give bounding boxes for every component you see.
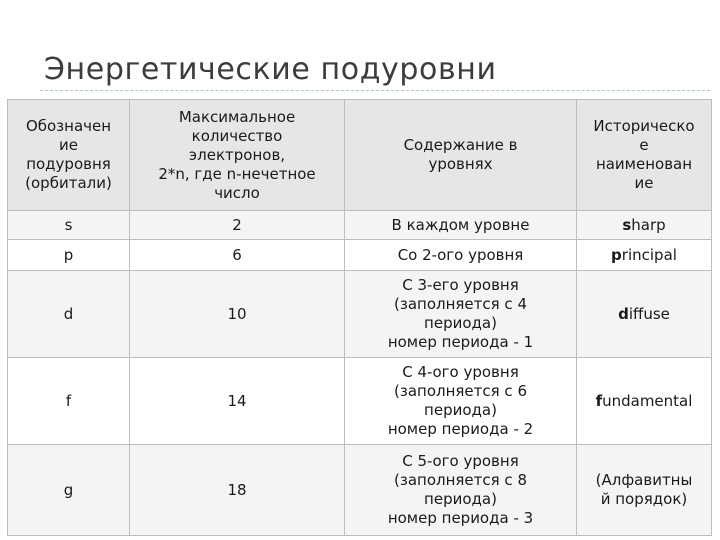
table-row [8,358,712,445]
sublevels-table [7,99,712,536]
name-initial: d [618,304,629,323]
cell-max-electrons: 2 [130,211,345,240]
name-rest: harp [631,215,666,234]
name-initial: f [595,391,603,410]
title-divider [40,90,710,91]
cell-symbol: s [8,211,130,240]
cell-max-electrons: 14 [130,358,345,445]
cell-symbol: g [8,445,130,536]
page-title: Энергетические подуровни [44,52,497,87]
header-levels-content: Содержание в уровнях [345,100,577,211]
cell-max-electrons: 18 [130,445,345,536]
cell-symbol: f [8,358,130,445]
cell-historical-name [577,271,712,358]
cell-max-electrons: 10 [130,271,345,358]
table-header-row [8,100,712,211]
name-rest: rincipal [621,245,677,264]
name-initial: s [622,215,632,234]
cell-content: С 5-ого уровня (заполняется с 8 периода) номер периода - 3 [345,445,577,536]
header-sublevel-designation: Обозначен ие подуровня (орбитали) [8,100,130,211]
name-rest: (Алфавитны й порядок) [595,471,693,508]
name-rest: iffuse [628,304,670,323]
table-row [8,271,712,358]
header-max-electrons: Максимальное количество электронов, 2*n, где n-нечетное число [130,100,345,211]
cell-historical-name [577,445,712,536]
name-rest: undamental [602,391,693,410]
cell-content: В каждом уровне [345,211,577,240]
cell-content: С 4-ого уровня (заполняется с 6 периода) номер периода - 2 [345,358,577,445]
cell-historical-name [577,240,712,271]
cell-symbol: p [8,240,130,271]
table-row [8,445,712,536]
table-row [8,240,712,271]
cell-content: С 3-его уровня (заполняется с 4 периода) номер периода - 1 [345,271,577,358]
table-row [8,211,712,240]
header-historical-name: Историческо е наименован ие [577,100,712,211]
cell-historical-name [577,358,712,445]
name-initial: p [611,245,622,264]
cell-historical-name [577,211,712,240]
cell-content: Со 2-ого уровня [345,240,577,271]
cell-max-electrons: 6 [130,240,345,271]
cell-symbol: d [8,271,130,358]
